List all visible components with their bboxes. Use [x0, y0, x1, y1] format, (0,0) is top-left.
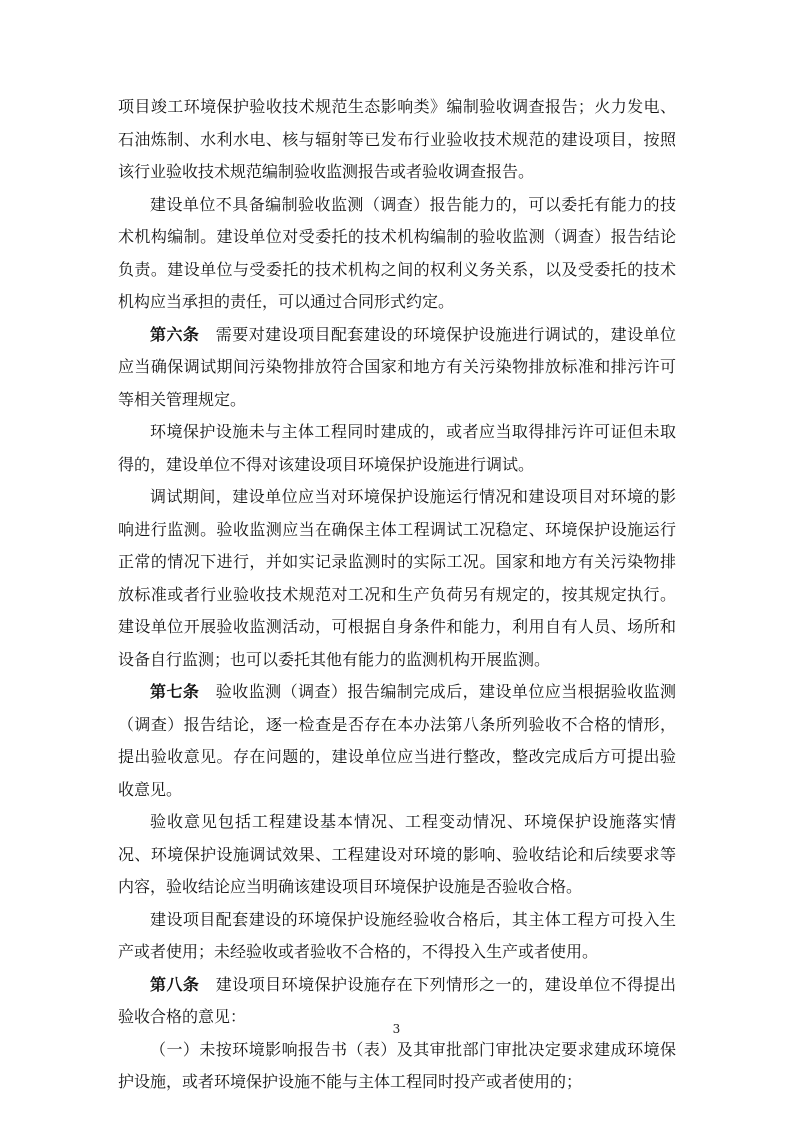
paragraph-1-text: 项目竣工环境保护验收技术规范生态影响类》编制验收调查报告；火力发电、石油炼制、水利水电、核与辐射等已发布行业验收技术规范的建设项目，按照该行业验收技术规范编制验收监测报告或者验收调查报告。 [118, 97, 676, 181]
paragraph-8-text: 建设项目配套建设的环境保护设施经验收合格后，其主体工程方可投入生产或者使用；未经验收或者验收不合格的，不得投入生产或者使用。 [118, 909, 676, 961]
paragraph-article-6 [118, 319, 676, 417]
page-number: 3 [392, 1022, 401, 1036]
paragraph-1 [118, 91, 676, 189]
article-6-text: 需要对建设项目配套建设的环境保护设施进行调试的，建设单位应当确保调试期间污染物排放符合国家和地方有关污染物排放标准和排污许可等相关管理规定。 [118, 324, 676, 409]
article-8-text: 建设项目环境保护设施存在下列情形之一的，建设单位不得提出验收合格的意见： [118, 974, 676, 1026]
paragraph-article-7 [118, 676, 676, 806]
article-8-heading: 第八条 [150, 974, 200, 994]
paragraph-10-text: （一）未按环境影响报告书（表）及其审批部门审批决定要求建成环境保护设施，或者环境保护设施不能与主体工程同时投产或者使用的； [118, 1039, 676, 1091]
paragraph-10 [118, 1034, 676, 1099]
paragraph-5-text: 调试期间，建设单位应当对环境保护设施运行情况和建设项目对环境的影响进行监测。验收监测应当在确保主体工程调试工况稳定、环境保护设施运行正常的情况下进行，并如实记录监测时的实际工况。国家和地方有关污染物排放标准或者行业验收技术规范对工况和生产负荷另有规定的，按其规定执行。建设单位开展验收监测活动，可根据自身条件和能力，利用自有人员、场所和设备自行监测；也可以委托其他有能力的监测机构开展监测。 [118, 487, 676, 669]
document-body [118, 91, 676, 1099]
article-6-heading: 第六条 [150, 324, 200, 344]
paragraph-4-text: 环境保护设施未与主体工程同时建成的，或者应当取得排污许可证但未取得的，建设单位不得对该建设项目环境保护设施进行调试。 [118, 422, 676, 474]
paragraph-5 [118, 481, 676, 676]
paragraph-8 [118, 904, 676, 969]
paragraph-7 [118, 806, 676, 904]
paragraph-2 [118, 189, 676, 319]
article-7-text: 验收监测（调查）报告编制完成后，建设单位应当根据验收监测（调查）报告结论，逐一检查是否存在本办法第八条所列验收不合格的情形，提出验收意见。存在问题的，建设单位应当进行整改，整改完成后方可提出验收意见。 [118, 682, 676, 799]
paragraph-4 [118, 416, 676, 481]
paragraph-7-text: 验收意见包括工程建设基本情况、工程变动情况、环境保护设施落实情况、环境保护设施调试效果、工程建设对环境的影响、验收结论和后续要求等内容，验收结论应当明确该建设项目环境保护设施是否验收合格。 [118, 812, 676, 896]
paragraph-2-text: 建设单位不具备编制验收监测（调查）报告能力的，可以委托有能力的技术机构编制。建设单位对受委托的技术机构编制的验收监测（调查）报告结论负责。建设单位与受委托的技术机构之间的权利义务关系，以及受委托的技术机构应当承担的责任，可以通过合同形式约定。 [118, 194, 676, 311]
article-7-heading: 第七条 [150, 682, 200, 701]
